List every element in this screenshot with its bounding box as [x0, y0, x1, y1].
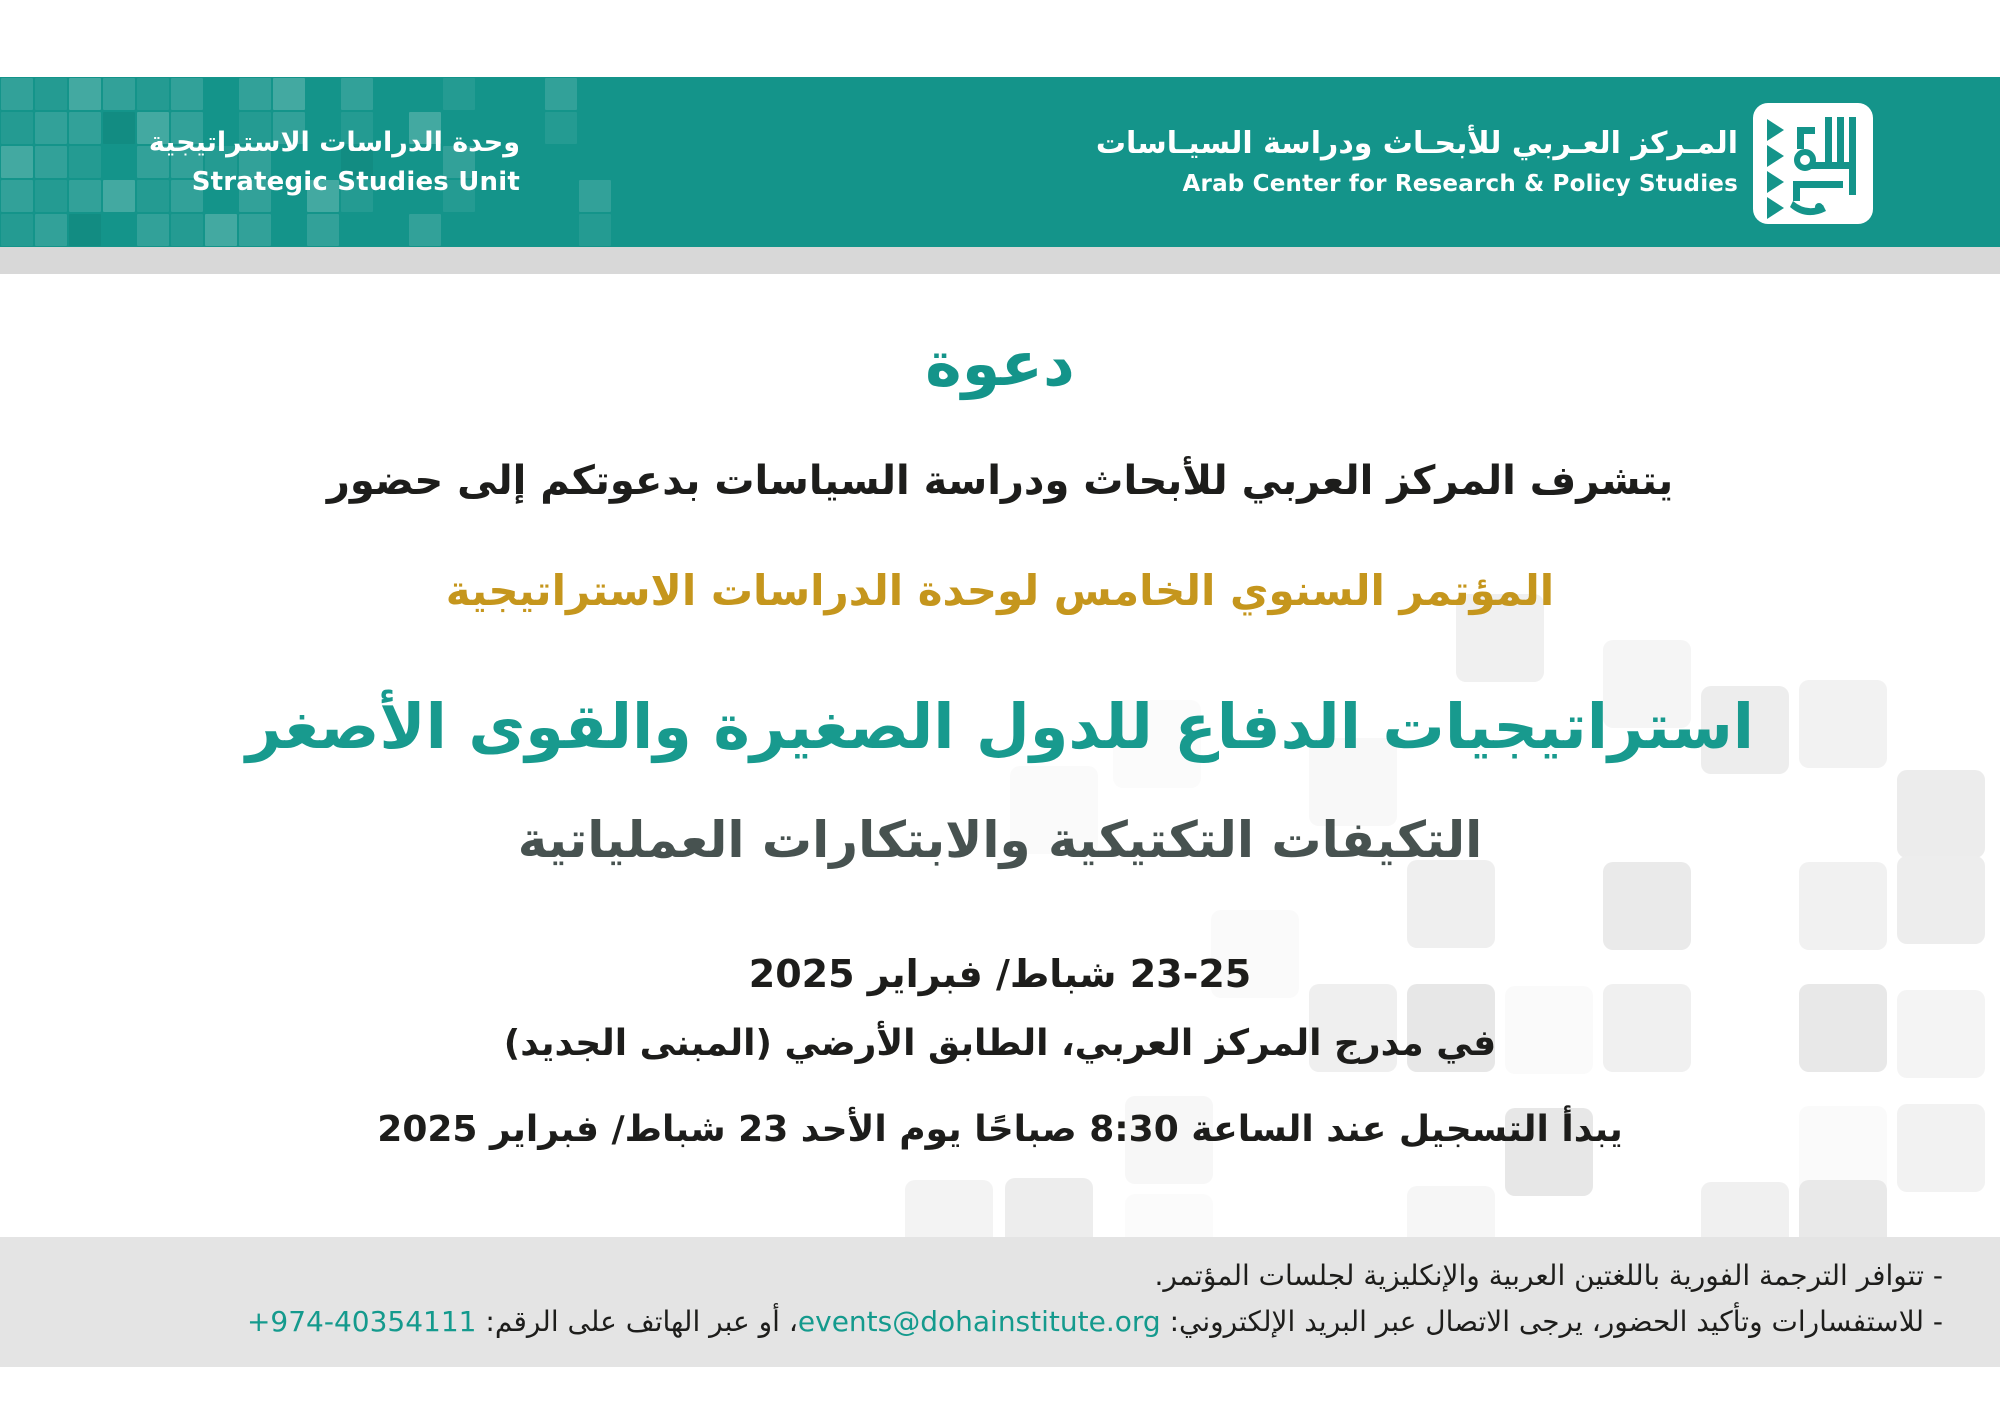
org-name-arabic: المـركز العـربي للأبحـاث ودراسة السيـاسات [1095, 126, 1738, 161]
conference-date: 23-25 شباط/ فبراير 2025 [748, 952, 1252, 996]
invitation-intro: يتشرف المركز العربي للأبحاث ودراسة السياسات بدعوتكم إلى حضور [326, 458, 1674, 504]
contact-phone-link[interactable]: +974-40354111 [246, 1305, 477, 1338]
conference-title: استراتيجيات الدفاع للدول الصغيرة والقوى الأصغر [245, 690, 1755, 763]
contact-email-link[interactable]: events@dohainstitute.org [797, 1305, 1161, 1338]
footer-band [0, 1237, 2000, 1367]
conference-subtitle: التكيفات التكتيكية والابتكارات العملياتية [517, 811, 1483, 869]
contact-note-middle: ، أو عبر الهاتف على الرقم: [476, 1305, 798, 1338]
contact-note-prefix: - للاستفسارات وتأكيد الحضور، يرجى الاتصال عبر البريد الإلكتروني: [1160, 1305, 1943, 1338]
invitation-body [0, 274, 2000, 1237]
unit-name-arabic: وحدة الدراسات الاستراتيجية [148, 127, 520, 158]
conference-series-title: المؤتمر السنوي الخامس لوحدة الدراسات الاستراتيجية [445, 566, 1555, 615]
invitation-title: دعوة [925, 327, 1075, 400]
registration-info: يبدأ التسجيل عند الساعة 8:30 صباحًا يوم الأحد 23 شباط/ فبراير 2025 [377, 1109, 1623, 1150]
conference-venue: في مدرج المركز العربي، الطابق الأرضي (المبنى الجديد) [503, 1023, 1497, 1064]
contact-note [57, 1299, 1943, 1345]
interpretation-note: - تتوافر الترجمة الفورية باللغتين العربية والإنكليزية لجلسات المؤتمر. [1154, 1259, 1943, 1292]
unit-name-english: Strategic Studies Unit [191, 167, 520, 197]
org-name-english: Arab Center for Research & Policy Studies [1182, 171, 1738, 197]
